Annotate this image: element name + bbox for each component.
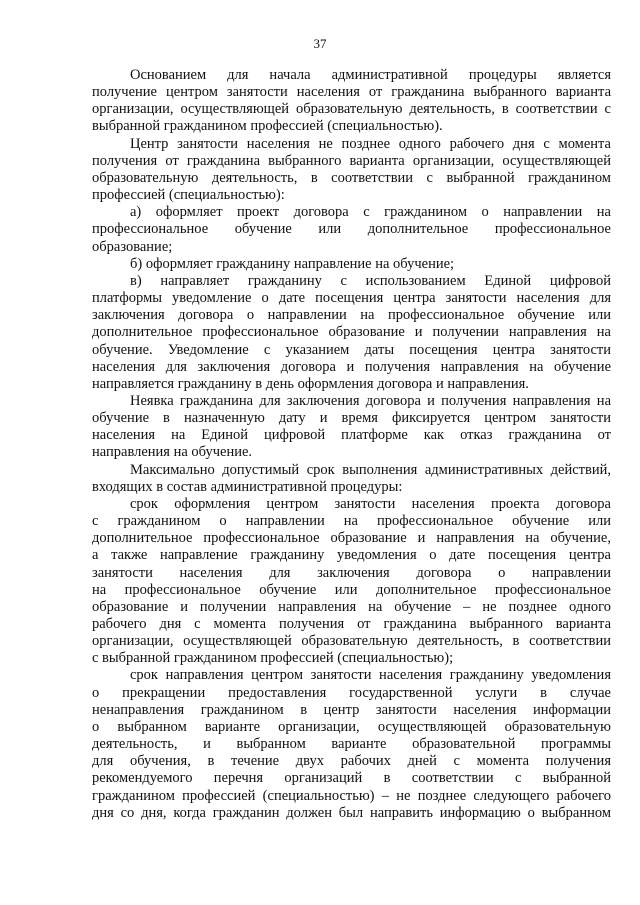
text-line: получение центром занятости населения от гражданина выбранного варианта bbox=[92, 84, 611, 101]
text-line: направления на обучение. bbox=[92, 444, 253, 461]
paragraph bbox=[92, 462, 611, 496]
paragraph bbox=[92, 256, 611, 273]
text-line: Неявка гражданина для заключения договора и получения направления на bbox=[130, 392, 611, 409]
body-text bbox=[92, 67, 611, 822]
text-line: гражданином профессией (специальностью) – не позднее следующего рабочего bbox=[92, 787, 611, 804]
text-line: организации, осуществляющей образовательную деятельность, в соответствии с bbox=[92, 101, 611, 118]
text-line: обучение в назначенную дату и время фиксируется центром занятости bbox=[92, 410, 611, 427]
text-line: срок оформления центром занятости населения проекта договора bbox=[130, 495, 611, 512]
paragraph bbox=[92, 667, 611, 821]
paragraph bbox=[92, 67, 611, 136]
text-line: населения на Единой цифровой платформе как отказ гражданина от bbox=[92, 427, 611, 444]
text-line: б) оформляет гражданину направление на обучение; bbox=[130, 255, 455, 272]
text-line: рабочего дня с момента получения от гражданина выбранного варианта bbox=[92, 616, 611, 632]
text-line: занятости населения для заключения договора о направлении bbox=[92, 564, 611, 581]
text-line: на профессиональное обучение или дополнительное профессиональное bbox=[92, 581, 611, 598]
text-line: срок направления центром занятости населения гражданину уведомления bbox=[130, 667, 611, 684]
text-line: населения для заключения договора и получения направления на обучение bbox=[92, 358, 611, 375]
text-line: с выбранной гражданином профессией (специальностью); bbox=[92, 650, 454, 667]
page-number: 37 bbox=[313, 36, 327, 51]
text-line: а) оформляет проект договора с гражданином о направлении на bbox=[130, 204, 611, 221]
text-line: Центр занятости населения не позднее одного рабочего дня с момента bbox=[130, 135, 611, 152]
text-line: а также направление гражданину уведомления о дате посещения центра bbox=[92, 547, 611, 564]
text-line: организации, осуществляющей образовательную деятельность, в соответствии bbox=[92, 633, 611, 650]
text-line: дня со дня, когда гражданин должен был направить информацию о выбранном bbox=[92, 804, 611, 821]
text-line: Основанием для начала административной процедуры является bbox=[130, 67, 611, 83]
text-line: деятельность, и выбранном варианте образовательной программы bbox=[92, 736, 611, 753]
text-line: профессией (специальностью): bbox=[92, 187, 285, 204]
text-line: направляется гражданину в день оформления договора и направления. bbox=[92, 375, 529, 392]
paragraph bbox=[92, 273, 611, 393]
text-line: платформы уведомление о дате посещения центра занятости населения для bbox=[92, 290, 611, 307]
text-line: получения от гражданина выбранного варианта организации, осуществляющей bbox=[92, 152, 611, 169]
text-line: образование; bbox=[92, 238, 173, 255]
text-line: ненаправления гражданином в центр занятости населения информации bbox=[92, 701, 611, 718]
paragraph bbox=[92, 136, 611, 205]
text-line: Максимально допустимый срок выполнения административных действий, bbox=[130, 461, 611, 478]
text-line: рекомендуемого перечня организаций в соответствии с выбранной bbox=[92, 770, 611, 787]
text-line: дополнительное профессиональное образование и направления на обучение, bbox=[92, 530, 611, 547]
text-line: для обучения, в течение двух рабочих дней с момента получения bbox=[92, 753, 611, 770]
text-line: о выбранном варианте организации, осуществляющей образовательную bbox=[92, 718, 611, 735]
text-line: образование и получении направления на обучение – не позднее одного bbox=[92, 598, 611, 615]
text-line: о прекращении предоставления государственной услуги в случае bbox=[92, 684, 611, 701]
paragraph bbox=[92, 393, 611, 462]
text-line: профессиональное обучение или дополнительное профессиональное bbox=[92, 221, 611, 238]
text-line: образовательную деятельность, в соответствии с выбранной гражданином bbox=[92, 169, 611, 186]
text-line: входящих в состав административной процедуры: bbox=[92, 478, 403, 495]
text-line: обучение. Уведомление с указанием даты посещения центра занятости bbox=[92, 341, 611, 358]
paragraph bbox=[92, 204, 611, 255]
text-line: заключения договора о направлении на профессиональное обучение или bbox=[92, 307, 611, 324]
paragraph bbox=[92, 496, 611, 668]
text-line: с гражданином о направлении на профессиональное обучение или bbox=[92, 513, 611, 530]
text-line: дополнительное профессиональное образование и получении направления на bbox=[92, 324, 611, 341]
text-line: выбранной гражданином профессией (специальностью). bbox=[92, 118, 443, 135]
text-line: в) направляет гражданину с использованием Единой цифровой bbox=[130, 272, 611, 289]
